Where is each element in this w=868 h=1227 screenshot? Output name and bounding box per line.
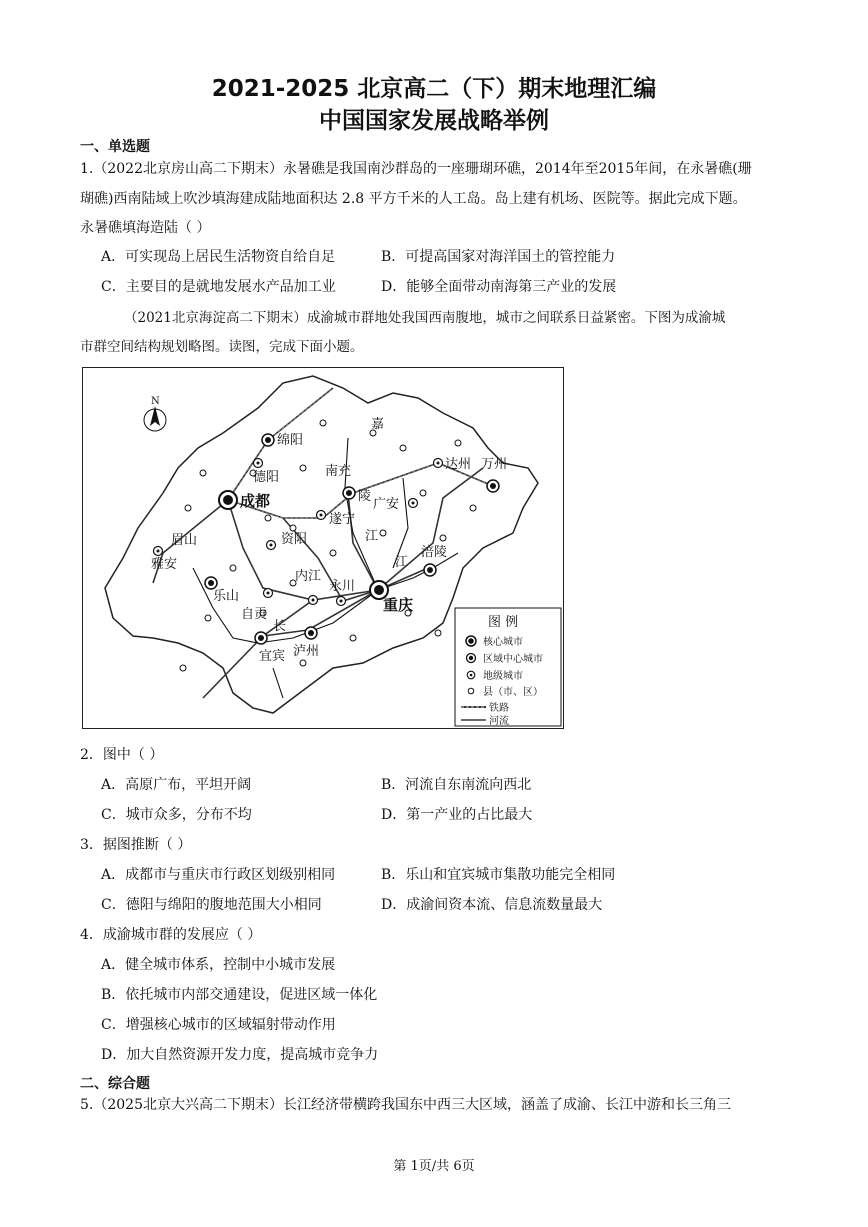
q3-stem: 3．据图推断（ ） (80, 837, 192, 853)
q2-option-b: B．河流自东南流向西北 (381, 777, 532, 793)
q1-option-b: B．可提高国家对海洋国土的管控能力 (381, 249, 616, 265)
q2-option-c: C．城市众多，分布不均 (101, 807, 252, 823)
q4-option-b: B．依托城市内部交通建设，促进区域一体化 (101, 987, 378, 1003)
railway-lines (153, 388, 493, 698)
q5-text-line1: 5.（2025北京大兴高二下期末）长江经济带横跨我国东中西三大区域，涵盖了成渝、长江中游和长三角三 (80, 1097, 731, 1113)
label-luzhou: 泸州 (293, 644, 320, 659)
q3-option-d: D．成渝间资本流、信息流数量最大 (381, 897, 603, 913)
intro2-line2: 市群空间结构规划略图。读图，完成下面小题。 (80, 339, 364, 355)
label-yongchuan: 永川 (329, 579, 356, 594)
label-jia: 嘉 (371, 417, 385, 432)
label-deyang: 德阳 (253, 470, 280, 485)
label-leshan: 乐山 (213, 589, 240, 604)
chengyu-city-cluster-map (82, 367, 564, 729)
section-heading-single-choice: 一、单选题 (80, 139, 150, 155)
q1-stem: 永暑礁填海造陆（ ） (80, 220, 211, 236)
legend-prefecture: 地级城市 (483, 671, 523, 682)
north-label: N (151, 396, 160, 407)
section-heading-comprehensive: 二、综合题 (80, 1076, 150, 1092)
label-yibin: 宜宾 (259, 649, 286, 664)
q1-text-line1: 1.（2022北京房山高二下期末）永暑礁是我国南沙群岛的一座珊瑚环礁，2014年至2015年间，在永暑礁(珊 (80, 161, 752, 177)
q4-option-a: A．健全城市体系，控制中小城市发展 (101, 957, 336, 973)
north-arrow-icon (144, 396, 166, 431)
label-mianyang: 绵阳 (277, 433, 304, 448)
q2-option-d: D．第一产业的占比最大 (381, 807, 533, 823)
label-wanzhou: 万州 (481, 457, 508, 472)
label-dazhou: 达州 (445, 457, 472, 472)
q4-option-c: C．增强核心城市的区域辐射带动作用 (101, 1017, 336, 1033)
label-suining: 遂宁 (329, 512, 356, 527)
label-zigong: 自贡 (241, 607, 268, 622)
q2-option-a: A．高原广布，平坦开阔 (101, 777, 252, 793)
q3-option-c: C．德阳与绵阳的腹地范围大小相同 (101, 897, 322, 913)
page-title-line1: 2021-2025 北京高二（下）期末地理汇编 (211, 76, 657, 102)
page-footer: 第 1页/共 6页 (393, 1159, 475, 1174)
label-ling: 陵 (358, 489, 372, 504)
label-chongqing: 重庆 (383, 596, 414, 614)
legend-railway: 铁路 (489, 703, 509, 714)
legend-title: 图 例 (488, 615, 519, 630)
q1-text-line2: 瑚礁)西南陆域上吹沙填海建成陆地面积达 2.8 平方千米的人工岛。岛上建有机场、医院等。据此完成下题。 (80, 191, 747, 207)
label-guangan: 广安 (373, 497, 400, 512)
label-yaan: 雅安 (151, 557, 178, 572)
q4-stem: 4．成渝城市群的发展应（ ） (80, 927, 262, 943)
q3-option-a: A．成都市与重庆市行政区划级别相同 (101, 867, 336, 883)
label-nanchong: 南充 (325, 464, 352, 479)
q3-option-b: B．乐山和宜宾城市集散功能完全相同 (381, 867, 616, 883)
label-chengdu: 成都 (240, 492, 271, 510)
intro2-line1: （2021北京海淀高二下期末）成渝城市群地处我国西南腹地，城市之间联系日益紧密。下图为成渝城 (124, 310, 726, 326)
legend-river: 河流 (489, 716, 509, 727)
label-ziyang: 资阳 (281, 532, 308, 547)
q1-option-a: A．可实现岛上居民生活物资自给自足 (101, 249, 336, 265)
q1-option-d: D．能够全面带动南海第三产业的发展 (381, 279, 617, 295)
label-neijiang: 内江 (295, 569, 322, 584)
label-meishan: 眉山 (171, 533, 198, 548)
legend-regional: 区域中心城市 (483, 654, 543, 665)
map-legend (455, 608, 561, 727)
legend-core: 核心城市 (483, 637, 523, 648)
legend-county: 县（市、区） (483, 687, 543, 698)
map-svg (83, 368, 563, 728)
label-jiang1: 江 (365, 529, 379, 544)
q4-option-d: D．加大自然资源开发力度，提高城市竞争力 (101, 1047, 379, 1063)
page-title-line2: 中国国家发展战略举例 (319, 108, 549, 134)
label-jiang2: 江 (395, 555, 409, 570)
label-fuling: 涪陵 (421, 545, 448, 560)
q1-option-c: C．主要目的是就地发展水产品加工业 (101, 279, 336, 295)
label-chang: 长 (273, 619, 287, 634)
q2-stem: 2．图中（ ） (80, 747, 164, 763)
